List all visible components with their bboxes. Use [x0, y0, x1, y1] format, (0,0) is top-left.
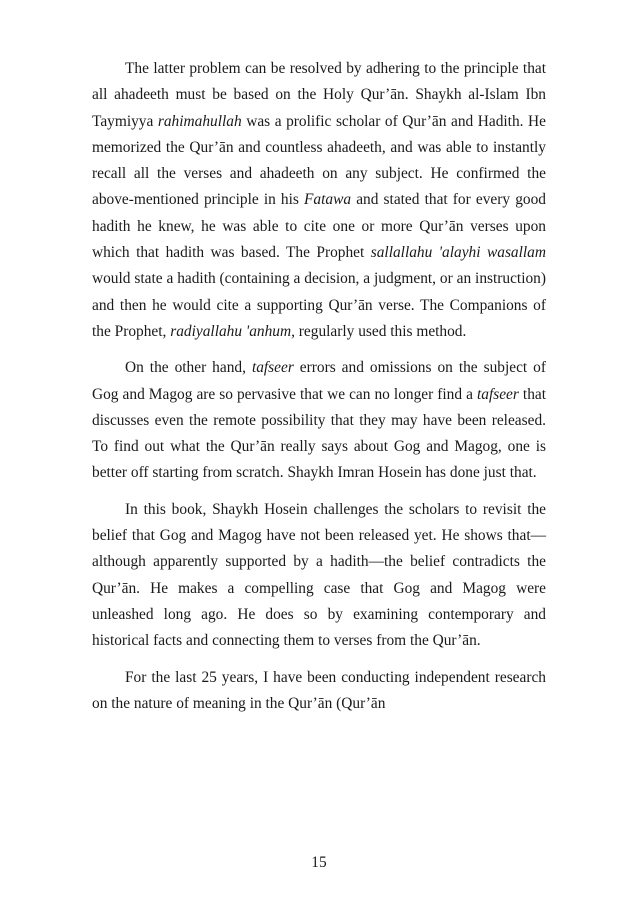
- paragraph-1-run-5: regularly used this method.: [294, 322, 467, 340]
- paragraph-4-run-1: For the last 25 years, I have been conducting independent research on the nature of meaning in the Qur’ān (Qur’ān: [92, 668, 546, 712]
- paragraph-1-italic-radiyallahu: radiyallahu 'anhum,: [170, 322, 295, 340]
- page-body: [92, 56, 546, 727]
- page-number: 15: [311, 854, 327, 871]
- paragraph-2: [92, 355, 546, 486]
- paragraph-1-italic-fatawa: Fatawa: [304, 191, 352, 209]
- paragraph-2-run-3: that discusses even the remote possibility that they may have been released. To find out what the Qur’ān really says about Gog and Magog, one is better off starting from scratch. Shaykh Imran Hosein has done just that.: [92, 385, 546, 482]
- paragraph-3: [92, 497, 546, 655]
- paragraph-1: [92, 56, 546, 345]
- paragraph-1-italic-rahimahullah: rahimahullah: [157, 112, 242, 130]
- paragraph-3-run-1: In this book, Shaykh Hosein challenges the scholars to revisit the belief that Gog and Magog have not been released yet. He shows that—although apparently supported by a hadith—the belief contradicts the Qur’ān. He makes a compelling case that Gog and Magog were unleashed long ago. He does so by examining contemporary and historical facts and connecting them to verses from the Qur’ān.: [92, 500, 546, 650]
- paragraph-1-run-1: The latter problem can be resolved by adhering to the principle that all ahadeeth must be based on the Holy Qur’ān. Shaykh al-Islam Ibn Taymiyya: [92, 60, 546, 130]
- paragraph-1-run-3: and stated that for every good hadith he knew, he was able to cite one or more Qur’ān verses upon which that hadith was based. The Prophet: [92, 191, 546, 262]
- paragraph-2-run-2: errors and omissions on the subject of Gog and Magog are so pervasive that we can no longer find a: [92, 359, 547, 403]
- paragraph-4: [92, 665, 546, 718]
- paragraph-2-run-1: On the other hand,: [125, 359, 252, 377]
- paragraph-2-italic-tafseer-1: tafseer: [251, 359, 294, 377]
- paragraph-2-italic-tafseer-2: tafseer: [476, 385, 519, 403]
- paragraph-1-run-2: was a prolific scholar of Qur’ān and Hadith. He memorized the Qur’ān and countless ahadeeth, and was able to instantly recall all the verses and ahadeeth on any subject. He confirmed the above-mentioned principle in his: [92, 112, 546, 209]
- paragraph-1-run-4: would state a hadith (containing a decision, a judgment, or an instruction) and then he would cite a supporting Qur’ān verse. The Companions of the Prophet,: [92, 270, 546, 340]
- paragraph-1-italic-salutation: sallallahu 'alayhi wasallam: [370, 244, 546, 262]
